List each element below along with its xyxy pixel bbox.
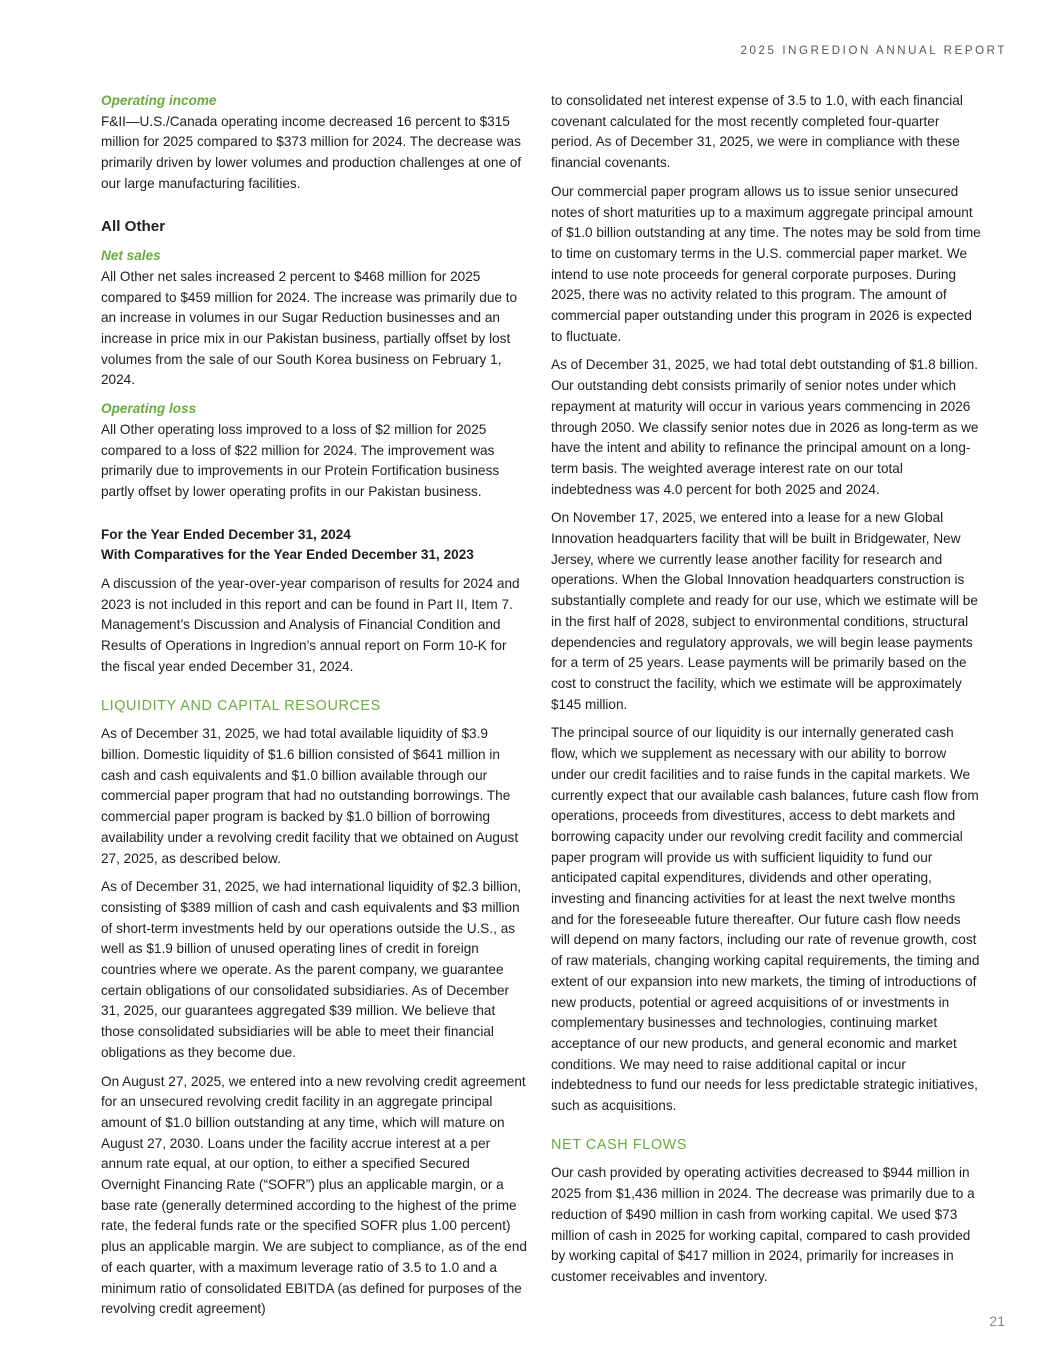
lease-paragraph: On November 17, 2025, we entered into a lease for a new Global Innovation headquarters facility that will be built in Bridgewater, New Jersey, where we currently lease another facility for research and operations. When the Global Innovation headquarters construction is substantially complete and ready for our use, which we estimate will be in the first half of 2028, subject to environmental conditions, structural dependencies and regulatory approvals, we will begin lease payments for a term of 25 years. Lease payments will be primarily based on the cost to construct the facility, which we estimate will be approximately $145 million. (551, 510, 978, 712)
page-number: 21 (989, 1313, 1005, 1329)
left-column (101, 91, 529, 1328)
year-end-heading (101, 525, 529, 566)
operating-loss-heading: Operating loss (101, 401, 197, 417)
liquidity-paragraph-3: On August 27, 2025, we entered into a new revolving credit agreement for an unsecured revolving credit facility in an aggregate principal amount of $1.0 billion outstanding at any time, which will mature on August 27, 2030. Loans under the facility accrue interest at a per annum rate equal, at our option, to either a specified Secured Overnight Financing Rate (“SOFR”) plus an applicable margin, or a base rate (generally determined according to the highest of the prime rate, the federal funds rate or the specified SOFR plus 1.00 percent) plus an applicable margin. We are subject to compliance, as of the end of each quarter, with a maximum leverage ratio of 3.5 to 1.0 and a minimum ratio of consolidated EBITDA (as defined for purposes of the revolving credit agreement) (101, 1073, 527, 1317)
total-debt-paragraph: As of December 31, 2025, we had total debt outstanding of $1.8 billion. Our outstanding debt consists primarily of senior notes under which repayment at maturity will occur in various years commencing in 2026 through 2050. We classify senior notes due in 2026 as long-term as we have the intent and ability to refinance the principal amount on a long-term basis. The weighted average interest rate on our total indebtedness was 4.0 percent for both 2025 and 2024. (551, 357, 979, 497)
year-end-heading-line-1: For the Year Ended December 31, 2024 (101, 526, 351, 542)
year-end-heading-line-2: With Comparatives for the Year Ended December 31, 2023 (101, 547, 474, 563)
year-end-text: A discussion of the year-over-year comparison of results for 2024 and 2023 is not included in this report and can be found in Part II, Item 7. Management’s Discussion and Analysis of Financial Condition and Results of Operations in Ingredion’s annual report on Form 10-K for the fiscal year ended December 31, 2024. (101, 576, 520, 674)
commercial-paper-paragraph: Our commercial paper program allows us to issue senior unsecured notes of short maturities up to a maximum aggregate principal amount of $1.0 billion outstanding at any time. The notes may be sold from time to time on customary terms in the U.S. commercial paper market. We intend to use note proceeds for general corporate purposes. During 2025, there was no activity related to this program. The amount of commercial paper outstanding under this program in 2026 is expected to fluctuate. (551, 183, 981, 344)
net-sales-text: All Other net sales increased 2 percent to $468 million for 2025 compared to $459 million for 2024. The increase was primarily due to an increase in volumes in our Sugar Reduction businesses and an increase in price mix in our Pakistan business, partially offset by lost volumes from the sale of our South Korea business on February 1, 2024. (101, 268, 518, 388)
net-sales-heading: Net sales (101, 248, 161, 264)
operating-income-heading: Operating income (101, 93, 217, 108)
right-column (551, 91, 981, 1296)
liquidity-heading: LIQUIDITY AND CAPITAL RESOURCES (101, 697, 381, 714)
covenant-paragraph: to consolidated net interest expense of 3.5 to 1.0, with each financial covenant calculated for the most recently completed four-quarter period. As of December 31, 2025, we were in compliance with these financial covenants. (551, 93, 963, 171)
all-other-heading: All Other (101, 217, 166, 235)
liquidity-source-paragraph: The principal source of our liquidity is our internally generated cash flow, which we supplement as necessary with our ability to borrow under our credit facilities and to raise funds in the capital markets. We currently expect that our available cash balances, future cash flow from operations, proceeds from divestitures, access to debt markets and borrowing capacity under our revolving credit facility and commercial paper program will provide us with sufficient liquidity to fund our anticipated capital expenditures, dividends and other operating, investing and financing activities for at least the next twelve months and for the foreseeable future thereafter. Our future cash flow needs will depend on many factors, including our rate of revenue growth, cost of raw materials, changing working capital requirements, the timing and extent of our expansion into new markets, the timing of introductions of new products, potential or agreed acquisitions of or investments in complementary businesses and technologies, continuing market acceptance of our new products, and general economic and market conditions. We may need to raise additional capital or incur indebtedness to fund our needs for less predictable strategic initiatives, such as acquisitions. (551, 725, 980, 1114)
liquidity-paragraph-2: As of December 31, 2025, we had international liquidity of $2.3 billion, consisting of $389 million of cash and cash equivalents and $3 million of short-term investments held by our operations outside the U.S., as well as $1.9 billion of unused operating lines of credit in foreign countries where we operate. As the parent company, we guarantee certain obligations of our consolidated subsidiaries. As of December 31, 2025, our guarantees aggregated $39 million. We believe that those consolidated subsidiaries will be able to meet their financial obligations as they become due. (101, 879, 522, 1060)
operating-income-text: F&II—U.S./Canada operating income decreased 16 percent to $315 million for 2025 compared to $373 million for 2024. The decrease was primarily driven by lower volumes and production challenges at one of our large manufacturing facilities. (101, 113, 522, 191)
operating-loss-text: All Other operating loss improved to a loss of $2 million for 2025 compared to a loss of $22 million for 2024. The improvement was primarily due to improvements in our Protein Fortification business partly offset by lower operating profits in our Pakistan business. (101, 421, 500, 499)
net-cash-flows-text: Our cash provided by operating activities decreased to $944 million in 2025 from $1,436 million in 2024. The decrease was primarily due to a reduction of $490 million in cash from working capital. We used $73 million of cash in 2025 for working capital, compared to cash provided by working capital of $417 million in 2024, primarily for increases in customer receivables and inventory. (551, 1165, 975, 1284)
report-header: 2025 INGREDION ANNUAL REPORT (740, 45, 1007, 57)
liquidity-paragraph-1: As of December 31, 2025, we had total available liquidity of $3.9 billion. Domestic liquidity of $1.6 billion consisted of $641 million in cash and cash equivalents and $1.0 billion available through our commercial paper program that had no outstanding borrowings. The commercial paper program is backed by $1.0 billion of borrowing availability under a revolving credit facility that we obtained on August 27, 2025, as described below. (101, 726, 519, 866)
net-cash-flows-heading: NET CASH FLOWS (551, 1136, 688, 1153)
